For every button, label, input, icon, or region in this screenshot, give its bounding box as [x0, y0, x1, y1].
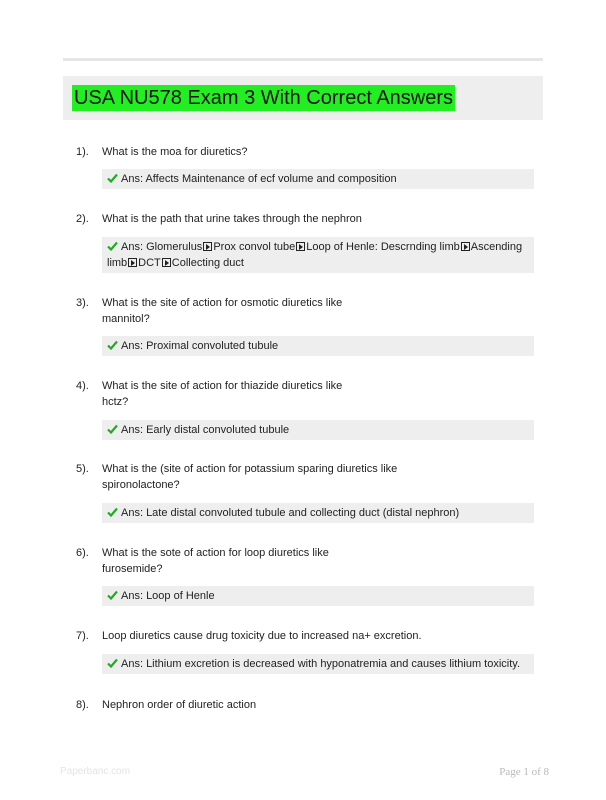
question-text: [102, 461, 532, 493]
play-arrow-icon: [296, 242, 305, 251]
page-number: Page 1 of 8: [499, 766, 549, 778]
check-icon: [107, 507, 118, 517]
question-line: furosemide?: [102, 563, 163, 575]
question-text: Loop diuretics cause drug toxicity due to increased na+ excretion.: [102, 630, 422, 642]
question-number: 4).: [76, 380, 89, 392]
check-icon: [107, 590, 118, 600]
title-band: [63, 76, 543, 120]
document-title: USA NU578 Exam 3 With Correct Answers: [74, 87, 454, 109]
question-text: [102, 545, 532, 577]
answer-box: [102, 586, 534, 606]
answer-box: [102, 420, 534, 440]
check-icon: [107, 658, 118, 668]
question-text: What is the moa for diuretics?: [102, 146, 248, 158]
answer-box: [102, 237, 534, 273]
question-text: [102, 295, 532, 327]
question-number: 2).: [76, 213, 89, 225]
answer-part: Prox convol tube: [213, 241, 296, 253]
question-number: 5).: [76, 463, 89, 475]
answer-part: DCT: [138, 257, 161, 269]
question-line: What is the (site of action for potassium sparing diuretics like: [102, 463, 398, 475]
answer-part: Ascending limb: [107, 241, 523, 269]
play-arrow-icon: [203, 242, 212, 251]
top-divider: [63, 58, 543, 61]
answer-text: Ans: Lithium excretion is decreased with hyponatremia and causes lithium toxicity.: [121, 658, 521, 670]
answer-text: Ans: Loop of Henle: [121, 590, 215, 602]
answer-text: Ans: Early distal convoluted tubule: [121, 424, 290, 436]
check-icon: [107, 173, 118, 183]
question-line: What is the site of action for osmotic diuretics like: [102, 297, 343, 309]
question-line: What is the site of action for thiazide diuretics like: [102, 380, 343, 392]
answer-text: Ans: Late distal convoluted tubule and collecting duct (distal nephron): [121, 507, 460, 519]
play-arrow-icon: [162, 258, 171, 267]
question-number: 1).: [76, 146, 89, 158]
check-icon: [107, 340, 118, 350]
answer-box: [102, 503, 534, 523]
check-icon: [107, 241, 118, 251]
question-number: 8).: [76, 699, 89, 711]
play-arrow-icon: [128, 258, 137, 267]
footer-watermark: Paperbanc.com: [60, 766, 131, 777]
question-text: Nephron order of diuretic action: [102, 699, 257, 711]
answer-box: [102, 169, 534, 189]
check-icon: [107, 424, 118, 434]
answer-part: Collecting duct: [171, 257, 244, 269]
question-line: hctz?: [102, 396, 129, 408]
answer-text: Ans: Affects Maintenance of ecf volume and composition: [121, 173, 397, 185]
question-text: What is the path that urine takes through the nephron: [102, 213, 362, 225]
question-line: What is the sote of action for loop diuretics like: [102, 547, 329, 559]
question-number: 6).: [76, 547, 89, 559]
question-line: spironolactone?: [102, 479, 180, 491]
answer-part: Ans: Glomerulus: [121, 241, 203, 253]
question-number: 7).: [76, 630, 89, 642]
play-arrow-icon: [461, 242, 470, 251]
answer-text: Ans: Proximal convoluted tubule: [121, 340, 279, 352]
question-text: [102, 378, 532, 410]
answer-box: [102, 654, 534, 674]
question-number: 3).: [76, 297, 89, 309]
answer-box: [102, 336, 534, 356]
answer-part: Loop of Henle: Descrnding limb: [306, 241, 460, 253]
question-line: mannitol?: [102, 313, 150, 325]
